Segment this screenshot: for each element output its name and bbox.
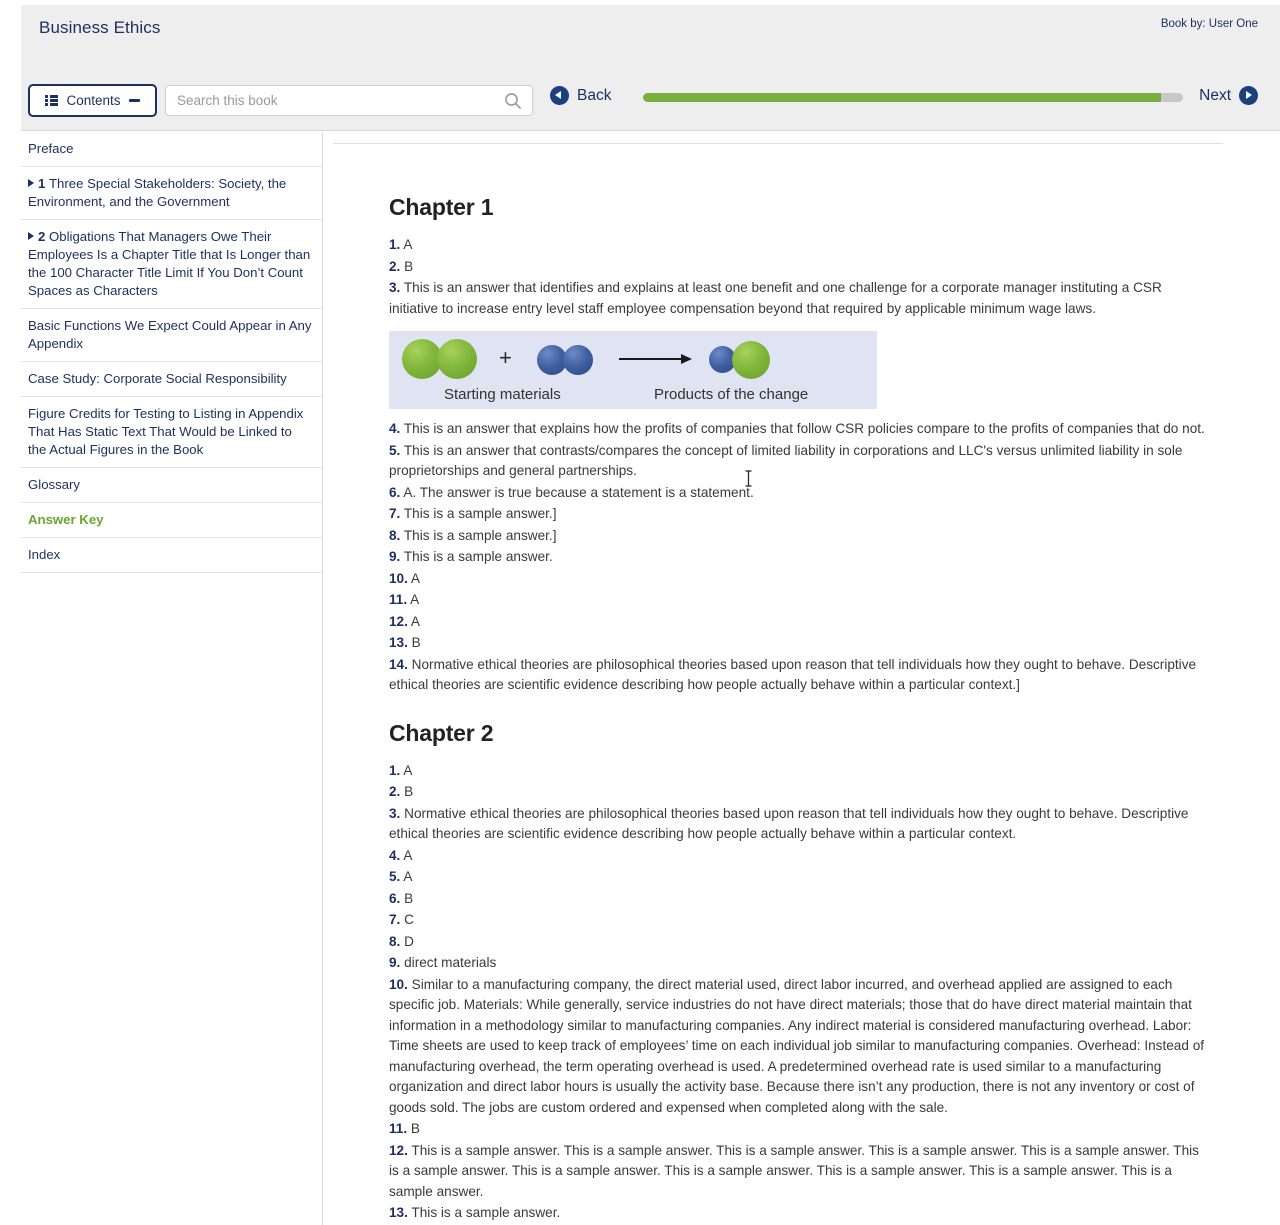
answer-item (389, 504, 1210, 525)
answer-item (389, 278, 1210, 319)
answer-text: Similar to a manufacturing company, the direct material used, direct labor incurred, and overhead applied are assigned to each specific job. Materials: While generally, service industries do not have direct materials; those that do have direct material maintain that information in a methodology similar to manufacturing companies. Any indirect material is considered manufacturing overhead. Labor: Time sheets are used to keep track of employees’ time on each individual job similar to manufacturing companies. Overhead: Instead of manufacturing overhead, the term operating overhead is used. A predetermined overhead rate is used similar to a manufacturing organization and direct labor hours is usually the activity base. Because there isn’t any production, there is not any inventory or cost of goods sold. The jobs are custom ordered and expensed when completed along with the sale. (389, 976, 1205, 1115)
answer-text: This is an answer that identifies and explains at least one benefit and one challenge for a corporate manager instituting a CSR initiative to increase entry level staff employee compensation beyond that required by applicable minimum wage laws. (389, 280, 1162, 316)
answer-text: B (400, 258, 414, 274)
figure-caption-right: Products of the change (654, 386, 809, 403)
plus-symbol: + (499, 345, 512, 370)
answer-number: 12. (389, 1142, 408, 1158)
arrow-head-icon (681, 354, 692, 364)
answer-item (389, 633, 1210, 654)
answer-number: 7. (389, 506, 401, 521)
answer-text: D (400, 933, 414, 949)
answer-text: Normative ethical theories are philosophical theories based upon reason that tell individuals how they ought to behave. Descriptive ethical theories are scientific evidence describing how people actually behave within a particular context.] (389, 656, 1197, 692)
sidebar-item-obligations-that-managers-owe-their-empl[interactable] (21, 220, 322, 309)
sidebar-item-label: Three Special Stakeholders: Society, the Environment, and the Government (28, 176, 287, 209)
answer-number: 5. (389, 869, 401, 884)
answer-item (389, 975, 1210, 1119)
reaction-arrow-icon (619, 358, 685, 360)
answer-number: 10. (389, 570, 408, 586)
answer-item (389, 953, 1210, 974)
figure-diagram-row (389, 339, 877, 379)
answer-item (389, 1141, 1210, 1203)
answer-number: 2. (389, 784, 401, 799)
answer-text: A. The answer is true because a statement is a statement. (400, 484, 754, 500)
answer-text: B (407, 635, 421, 650)
sidebar-item-label: Glossary (28, 477, 81, 492)
answer-number: 5. (389, 442, 401, 458)
answer-number: 2. (389, 258, 401, 274)
answer-item (389, 655, 1210, 696)
answer-text: A (407, 613, 420, 629)
answer-number: 11. (389, 592, 408, 607)
answer-text: This is a sample answer. (407, 1205, 561, 1220)
answer-text: A (400, 847, 413, 863)
sidebar-item-basic-functions-we-expect-could-appear-i[interactable] (21, 309, 322, 362)
answer-item (389, 235, 1210, 256)
answer-item (389, 483, 1210, 504)
answer-text: A (400, 237, 413, 252)
sidebar-item-label: Index (28, 547, 61, 562)
search-box[interactable] (165, 85, 533, 116)
chevron-right-icon[interactable] (28, 232, 34, 240)
answer-number: 10. (389, 976, 408, 992)
chapter-heading: Chapter 2 (389, 719, 494, 746)
sidebar-item-glossary[interactable] (21, 468, 322, 503)
sidebar-item-figure-credits-for-testing-to-listing-in[interactable] (21, 397, 322, 468)
answer-item (389, 257, 1210, 278)
chemistry-reaction-figure (389, 331, 877, 409)
sidebar-item-label: Answer Key (28, 512, 104, 527)
circle-left-arrow-icon (550, 86, 569, 105)
next-button-label: Next (1199, 86, 1231, 104)
answer-key-body (389, 194, 1210, 1225)
content-top-divider (333, 143, 1223, 144)
sidebar-item-answer-key[interactable] (21, 503, 322, 538)
answer-text: A (407, 592, 420, 607)
answer-number: 8. (389, 527, 401, 543)
answer-item (389, 590, 1210, 611)
sidebar-item-index[interactable] (21, 538, 322, 573)
answer-number: 1. (389, 237, 401, 252)
answer-text: This is a sample answer.] (400, 527, 557, 543)
sidebar-item-case-study-corporate-social-responsibili[interactable] (21, 362, 322, 397)
answer-item (389, 1203, 1210, 1224)
answer-number: 4. (389, 421, 401, 436)
book-author-label: Book by: User One (1160, 18, 1258, 30)
answer-number: 3. (389, 280, 401, 295)
sidebar-item-label: Preface (28, 141, 74, 156)
answer-item (389, 612, 1210, 633)
green-atom-sphere-icon (732, 341, 770, 379)
green-atom-sphere-icon (402, 339, 442, 379)
answer-text: B (400, 784, 414, 799)
back-button-label: Back (577, 86, 612, 104)
sidebar-item-number: 2 (38, 229, 49, 244)
blue-atom-sphere-icon (563, 345, 593, 375)
minus-icon (129, 99, 140, 102)
sidebar-item-label: Obligations That Managers Owe Their Employees Is a Chapter Title that Is Longer than the 100 Character Title Limit If You Don’t Count Spaces as Characters (28, 229, 311, 298)
list-icon (45, 95, 58, 106)
sidebar-item-label: Basic Functions We Expect Could Appear in Any Appendix (28, 318, 312, 351)
contents-button[interactable] (28, 84, 157, 117)
answer-item (389, 932, 1210, 953)
answer-item (389, 1119, 1210, 1140)
answer-item (389, 526, 1210, 547)
answer-number: 14. (389, 656, 408, 672)
answer-text: A (400, 869, 413, 884)
chapter-heading: Chapter 1 (389, 194, 494, 220)
next-button[interactable] (1199, 86, 1258, 105)
answer-number: 8. (389, 933, 401, 949)
answer-number: 4. (389, 847, 401, 863)
answer-number: 9. (389, 955, 401, 970)
contents-button-label: Contents (66, 93, 121, 108)
chevron-right-icon[interactable] (28, 179, 34, 187)
answer-number: 12. (389, 613, 408, 629)
answer-text: A (407, 570, 420, 586)
answer-number: 13. (389, 635, 408, 650)
answer-text: A (400, 762, 413, 778)
answer-item (389, 441, 1210, 482)
sidebar-item-three-special-stakeholders-society-the-e[interactable] (21, 167, 322, 220)
answer-number: 3. (389, 805, 401, 821)
answer-item (389, 569, 1210, 590)
answer-text: This is a sample answer. (400, 549, 553, 564)
answer-text: This is a sample answer. This is a sample answer. This is a sample answer. This is a sample answer. This is a sample answer. This is a sample answer. This is a sample answer. This is a sample answer. This is a sample answer. This is a sample answer. This is a sample answer. (389, 1142, 1199, 1199)
answer-item (389, 867, 1210, 888)
book-content-pane (324, 132, 1280, 1225)
answer-text: B (407, 1121, 420, 1136)
sidebar-item-number: 1 (38, 176, 49, 191)
answer-item (389, 804, 1210, 845)
sidebar-item-label: Figure Credits for Testing to Listing in Appendix That Has Static Text That Would be Linked to the Actual Figures in the Book (28, 406, 304, 457)
answer-text: This is an answer that explains how the profits of companies that follow CSR policies compare to the profits of companies that do not. (400, 421, 1205, 436)
answer-item (389, 761, 1210, 782)
answer-item (389, 910, 1210, 931)
answer-number: 1. (389, 762, 401, 778)
answer-text: This is a sample answer.] (400, 506, 557, 521)
reading-progress-fill (643, 93, 1161, 102)
answer-item (389, 419, 1210, 440)
answer-text: C (400, 912, 414, 927)
text-cursor-icon (744, 470, 753, 487)
answer-item (389, 889, 1210, 910)
search-icon[interactable] (504, 92, 522, 110)
sidebar-item-label: Case Study: Corporate Social Responsibility (28, 371, 287, 386)
table-of-contents-sidebar[interactable] (21, 132, 323, 1225)
answer-text: Normative ethical theories are philosophical theories based upon reason that tell individuals how they ought to behave. Descriptive ethical theories are scientific evidence describing how people actually behave within a particular context. (389, 805, 1189, 841)
answer-text: B (400, 890, 414, 906)
answer-item (389, 547, 1210, 568)
green-atom-sphere-icon (437, 339, 477, 379)
reading-progress-bar[interactable] (643, 93, 1183, 102)
answer-text: This is an answer that contrasts/compares the concept of limited liability in corporations and LLC's versus unlimited liability in sole proprietorships and general partnerships. (389, 442, 1183, 478)
answer-number: 11. (389, 1121, 408, 1136)
answer-item (389, 846, 1210, 867)
answer-number: 6. (389, 890, 401, 906)
app-header (21, 5, 1280, 131)
answer-item (389, 782, 1210, 803)
search-input[interactable] (166, 86, 501, 115)
answer-number: 13. (389, 1205, 408, 1220)
figure-caption-left: Starting materials (444, 386, 561, 403)
circle-right-arrow-icon (1239, 86, 1258, 105)
back-button[interactable] (550, 86, 611, 105)
page-title: Business Ethics (39, 18, 161, 37)
answer-number: 9. (389, 549, 401, 564)
toolbar (21, 84, 1280, 130)
sidebar-item-preface[interactable] (21, 132, 322, 167)
answer-number: 6. (389, 484, 401, 500)
answer-text: direct materials (400, 955, 497, 970)
answer-number: 7. (389, 912, 401, 927)
